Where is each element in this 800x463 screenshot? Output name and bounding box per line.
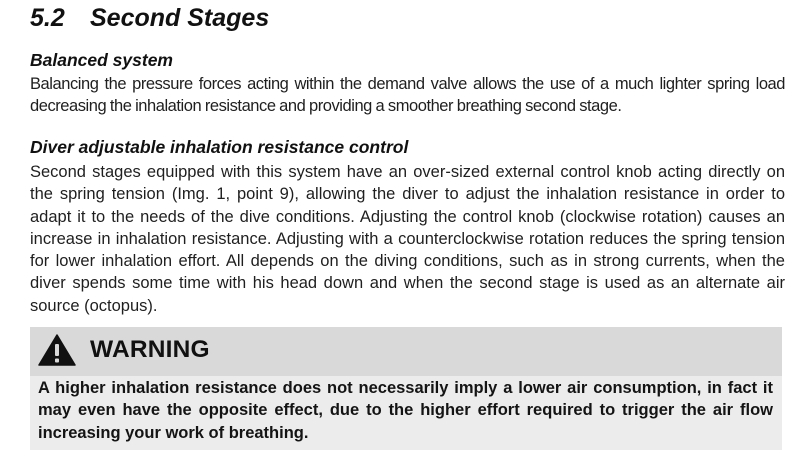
warning-text: A higher inhalation resistance does not necessarily imply a lower air consumption, in fact it may even have the opposite effect, due to the higher effort required to trigger the air flow increasing your work of breathing.	[38, 379, 773, 442]
warning-box	[30, 327, 782, 450]
section-title-text: Second Stages	[90, 4, 270, 32]
section-title	[30, 2, 269, 34]
adjustable-resistance-heading: Diver adjustable inhalation resistance control	[30, 137, 409, 157]
balanced-system-paragraph: Balancing the pressure forces acting within the demand valve allows the use of a much lighter spring load decreasing the inhalation resistance and providing a smoother breathing second stage.	[30, 75, 785, 116]
adjustable-resistance-paragraph: Second stages equipped with this system have an over-sized external control knob acting directly on the spring tension (Img. 1, point 9), allowing the diver to adjust the inhalation resistance in order to adapt it to the needs of the dive conditions. Adjusting the control knob (clockwise rotation) causes an increase in inhalation resistance. Adjusting with a counterclockwise rotation reduces the spring tension for lower inhalation effort. All depends on the diving conditions, such as in strong currents, when the diver spends some time with his head down and when the second stage is used as an alternate air source (octopus).	[30, 163, 785, 315]
balanced-system-heading: Balanced system	[30, 50, 173, 70]
section-number: 5.2	[30, 4, 65, 32]
warning-body	[30, 376, 782, 450]
warning-header	[38, 333, 210, 367]
warning-triangle-icon	[38, 334, 76, 366]
warning-title: WARNING	[90, 336, 210, 363]
